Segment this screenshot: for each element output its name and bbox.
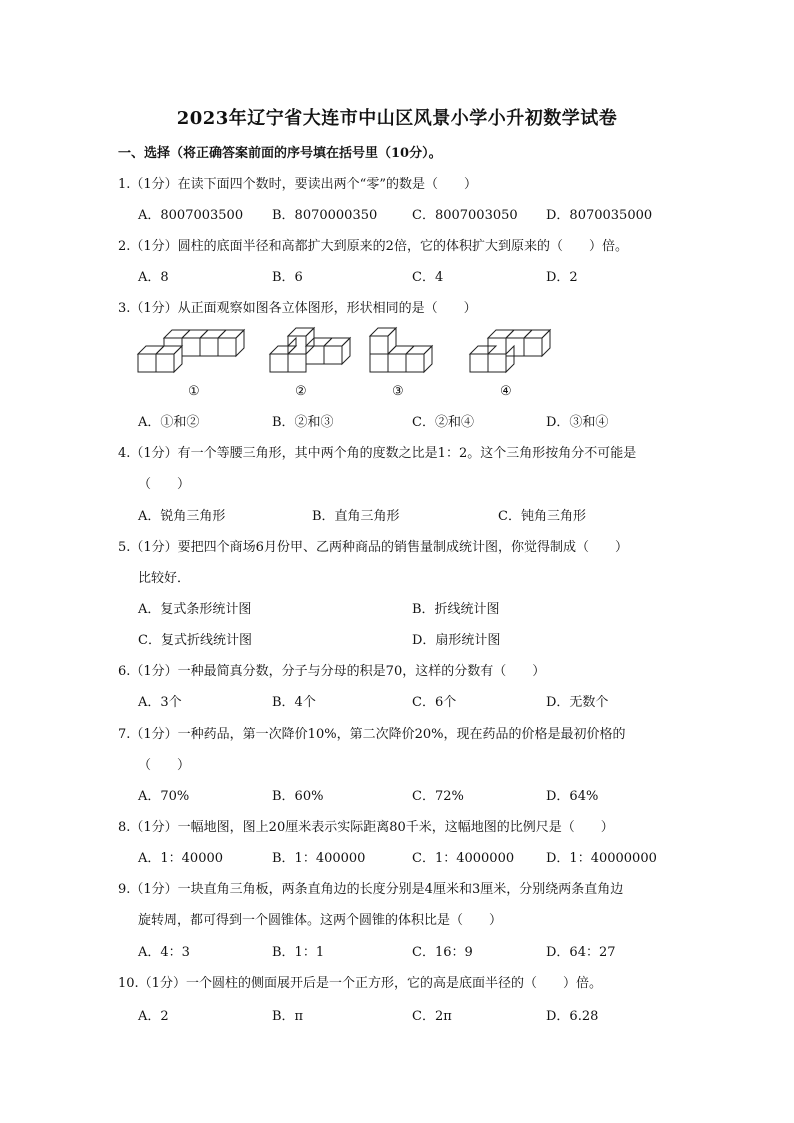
figure-4: [470, 330, 550, 372]
option-a: A．2: [138, 1009, 169, 1024]
figure-3: [370, 328, 432, 372]
option-d: D．6.28: [546, 1009, 599, 1024]
option-b: B．折线统计图: [412, 602, 500, 617]
option-a: A．8: [138, 270, 169, 285]
question-stem: 6.（1分）一种最简真分数，分子与分母的积是70，这样的分数有（ ）: [118, 664, 546, 679]
option-a: A．70%: [138, 789, 190, 804]
figure-1: [138, 330, 244, 372]
option-c: C．2π: [412, 1009, 452, 1024]
option-b: B．1：400000: [272, 851, 366, 866]
option-d: D．③和④: [546, 415, 609, 430]
question-stem-cont: 旋转周，都可得到一个圆锥体。这两个圆锥的体积比是（ ）: [138, 913, 503, 928]
option-b: B．直角三角形: [312, 509, 400, 524]
option-a: A．复式条形统计图: [138, 602, 252, 617]
option-c: C．16：9: [412, 945, 473, 960]
option-c: C．72%: [412, 789, 464, 804]
question-stem: 9.（1分）一块直角三角板，两条直角边的长度分别是4厘米和3厘米，分别绕两条直角边: [118, 882, 624, 897]
question-stem-cont: 比较好．: [138, 571, 191, 586]
figure-label-3: ③: [392, 384, 404, 399]
option-a: A．3个: [138, 695, 182, 710]
option-d: D．2: [546, 270, 578, 285]
question-stem: 7.（1分）一种药品，第一次降价10%，第二次降价20%，现在药品的价格是最初价格的: [118, 727, 626, 742]
option-c: C．4: [412, 270, 444, 285]
figure-label-2: ②: [295, 384, 307, 399]
question-stem: 5.（1分）要把四个商场6月份甲、乙两种商品的销售量制成统计图，你觉得制成（ ）: [118, 540, 628, 555]
section-heading: 一、选择（将正确答案前面的序号填在括号里（10分）。: [118, 146, 442, 161]
option-b: B．60%: [272, 789, 324, 804]
option-b: B．6: [272, 270, 303, 285]
option-d: D．8070035000: [546, 208, 653, 223]
figure-2: [270, 328, 350, 372]
option-c: C．复式折线统计图: [138, 633, 252, 648]
option-c: C．②和④: [412, 415, 474, 430]
option-c: C．6个: [412, 695, 457, 710]
option-a: A．8007003500: [138, 208, 244, 223]
option-a: A．1：40000: [138, 851, 224, 866]
option-b: B．②和③: [272, 415, 334, 430]
option-c: C．1：4000000: [412, 851, 515, 866]
question-stem: 10.（1分）一个圆柱的侧面展开后是一个正方形，它的高是底面半径的（ ）倍。: [118, 976, 602, 991]
solid-figures: [130, 326, 570, 406]
question-stem-cont: （ ）: [138, 758, 191, 773]
option-d: D．扇形统计图: [412, 633, 501, 648]
figure-label-1: ①: [188, 384, 200, 399]
question-stem: 4.（1分）有一个等腰三角形，其中两个角的度数之比是1：2。这个三角形按角分不可能是: [118, 446, 637, 461]
option-b: B．8070000350: [272, 208, 378, 223]
question-stem: 2.（1分）圆柱的底面半径和高都扩大到原来的2倍，它的体积扩大到原来的（ ）倍。: [118, 239, 628, 254]
option-c: C．8007003050: [412, 208, 518, 223]
option-a: A．4：3: [138, 945, 190, 960]
option-b: B．π: [272, 1009, 304, 1024]
option-d: D．64：27: [546, 945, 616, 960]
question-stem-cont: （ ）: [138, 477, 191, 492]
page-title: 2023年辽宁省大连市中山区风景小学小升初数学试卷: [176, 108, 618, 129]
question-stem: 1.（1分）在读下面四个数时，要读出两个“零”的数是（ ）: [118, 177, 477, 192]
option-d: D．64%: [546, 789, 599, 804]
option-b: B．4个: [272, 695, 316, 710]
question-stem: 3.（1分）从正面观察如图各立体图形，形状相同的是（ ）: [118, 301, 477, 316]
option-d: D．无数个: [546, 695, 609, 710]
option-d: D．1：40000000: [546, 851, 657, 866]
figure-label-4: ④: [500, 384, 512, 399]
option-c: C．钝角三角形: [498, 509, 586, 524]
question-stem: 8.（1分）一幅地图，图上20厘米表示实际距离80千米，这幅地图的比例尺是（ ）: [118, 820, 614, 835]
option-a: A．①和②: [138, 415, 200, 430]
option-a: A．锐角三角形: [138, 509, 226, 524]
option-b: B．1：1: [272, 945, 325, 960]
